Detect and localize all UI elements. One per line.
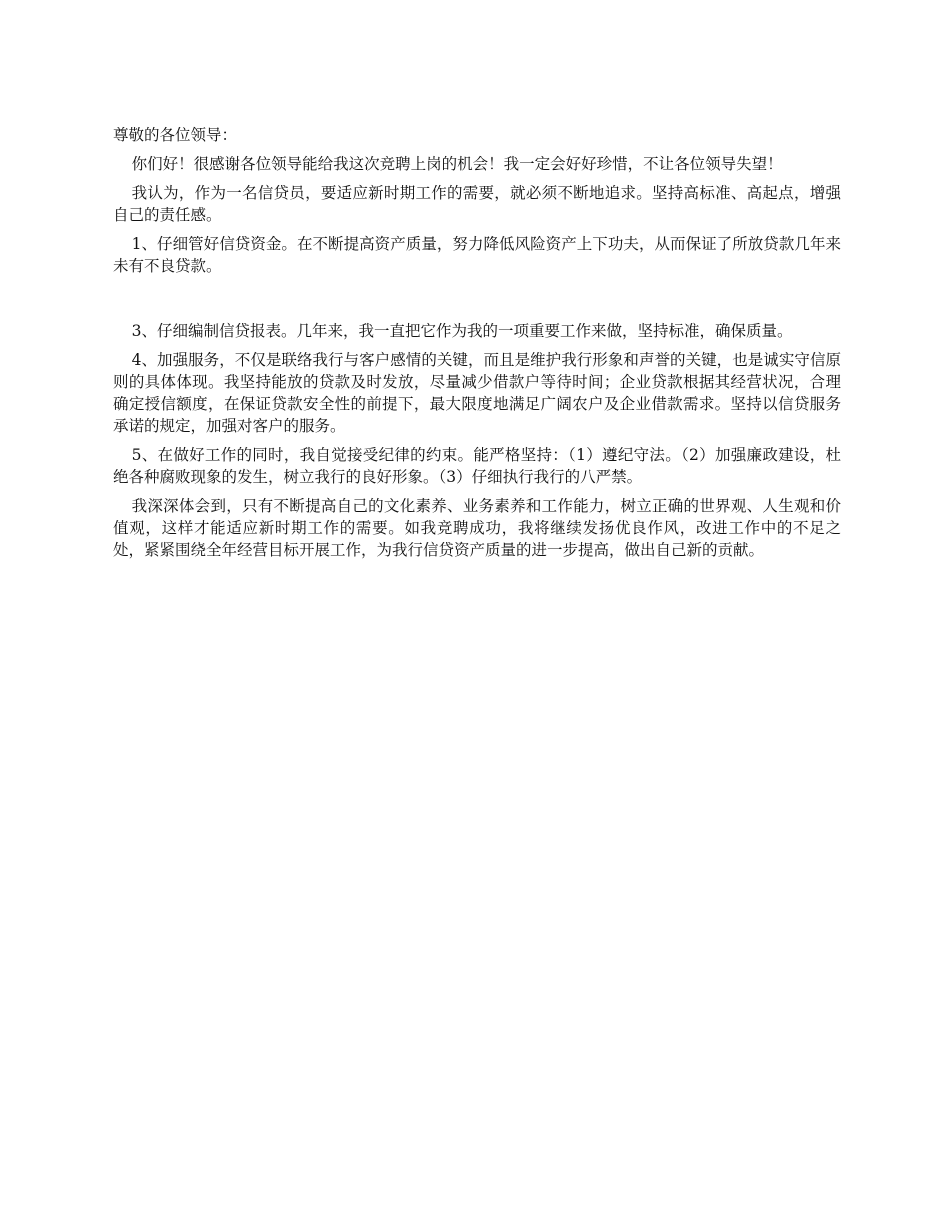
blank-gap <box>113 284 841 320</box>
paragraph-greeting: 你们好！很感谢各位领导能给我这次竞聘上岗的机会！我一定会好好珍惜，不让各位领导失望！ <box>131 155 783 173</box>
paragraph-item-4: 4、加强服务，不仅是联络我行与客户感情的关键，而且是维护我行形象和声誉的关键，也是诚实守信原则的具体体现。我坚持能放的贷款及时发放，尽量减少借款户等待时间；企业贷款根据其经营状况，合理确定授信额度，在保证贷款安全性的前提下，最大限度地满足广阔农户及企业借款需求。坚持以信贷服务承诺的规定，加强对客户的服务。 <box>113 351 841 435</box>
paragraph-view: 我认为，作为一名信贷员，要适应新时期工作的需要，就必须不断地追求。坚持高标准、高起点，增强自己的责任感。 <box>113 184 841 224</box>
salutation: 尊敬的各位领导： <box>113 126 238 144</box>
paragraph-conclusion: 我深深体会到，只有不断提高自己的文化素养、业务素养和工作能力，树立正确的世界观、人生观和价值观，这样才能适应新时期工作的需要。如我竞聘成功，我将继续发扬优良作风，改进工作中的不足之处，紧紧围绕全年经营目标开展工作，为我行信贷资产质量的进一步提高，做出自己新的贡献。 <box>113 497 841 559</box>
paragraph-item-1: 1、仔细管好信贷资金。在不断提高资产质量，努力降低风险资产上下功夫，从而保证了所放贷款几年来未有不良贷款。 <box>113 235 841 275</box>
document-body <box>113 124 841 568</box>
paragraph-item-5: 5、在做好工作的同时，我自觉接受纪律的约束。能严格坚持：（1）遵纪守法。（2）加强廉政建设，杜绝各种腐败现象的发生，树立我行的良好形象。（3）仔细执行我行的八严禁。 <box>113 446 841 486</box>
paragraph-item-3: 3、仔细编制信贷报表。几年来，我一直把它作为我的一项重要工作来做，坚持标准，确保质量。 <box>131 322 793 340</box>
